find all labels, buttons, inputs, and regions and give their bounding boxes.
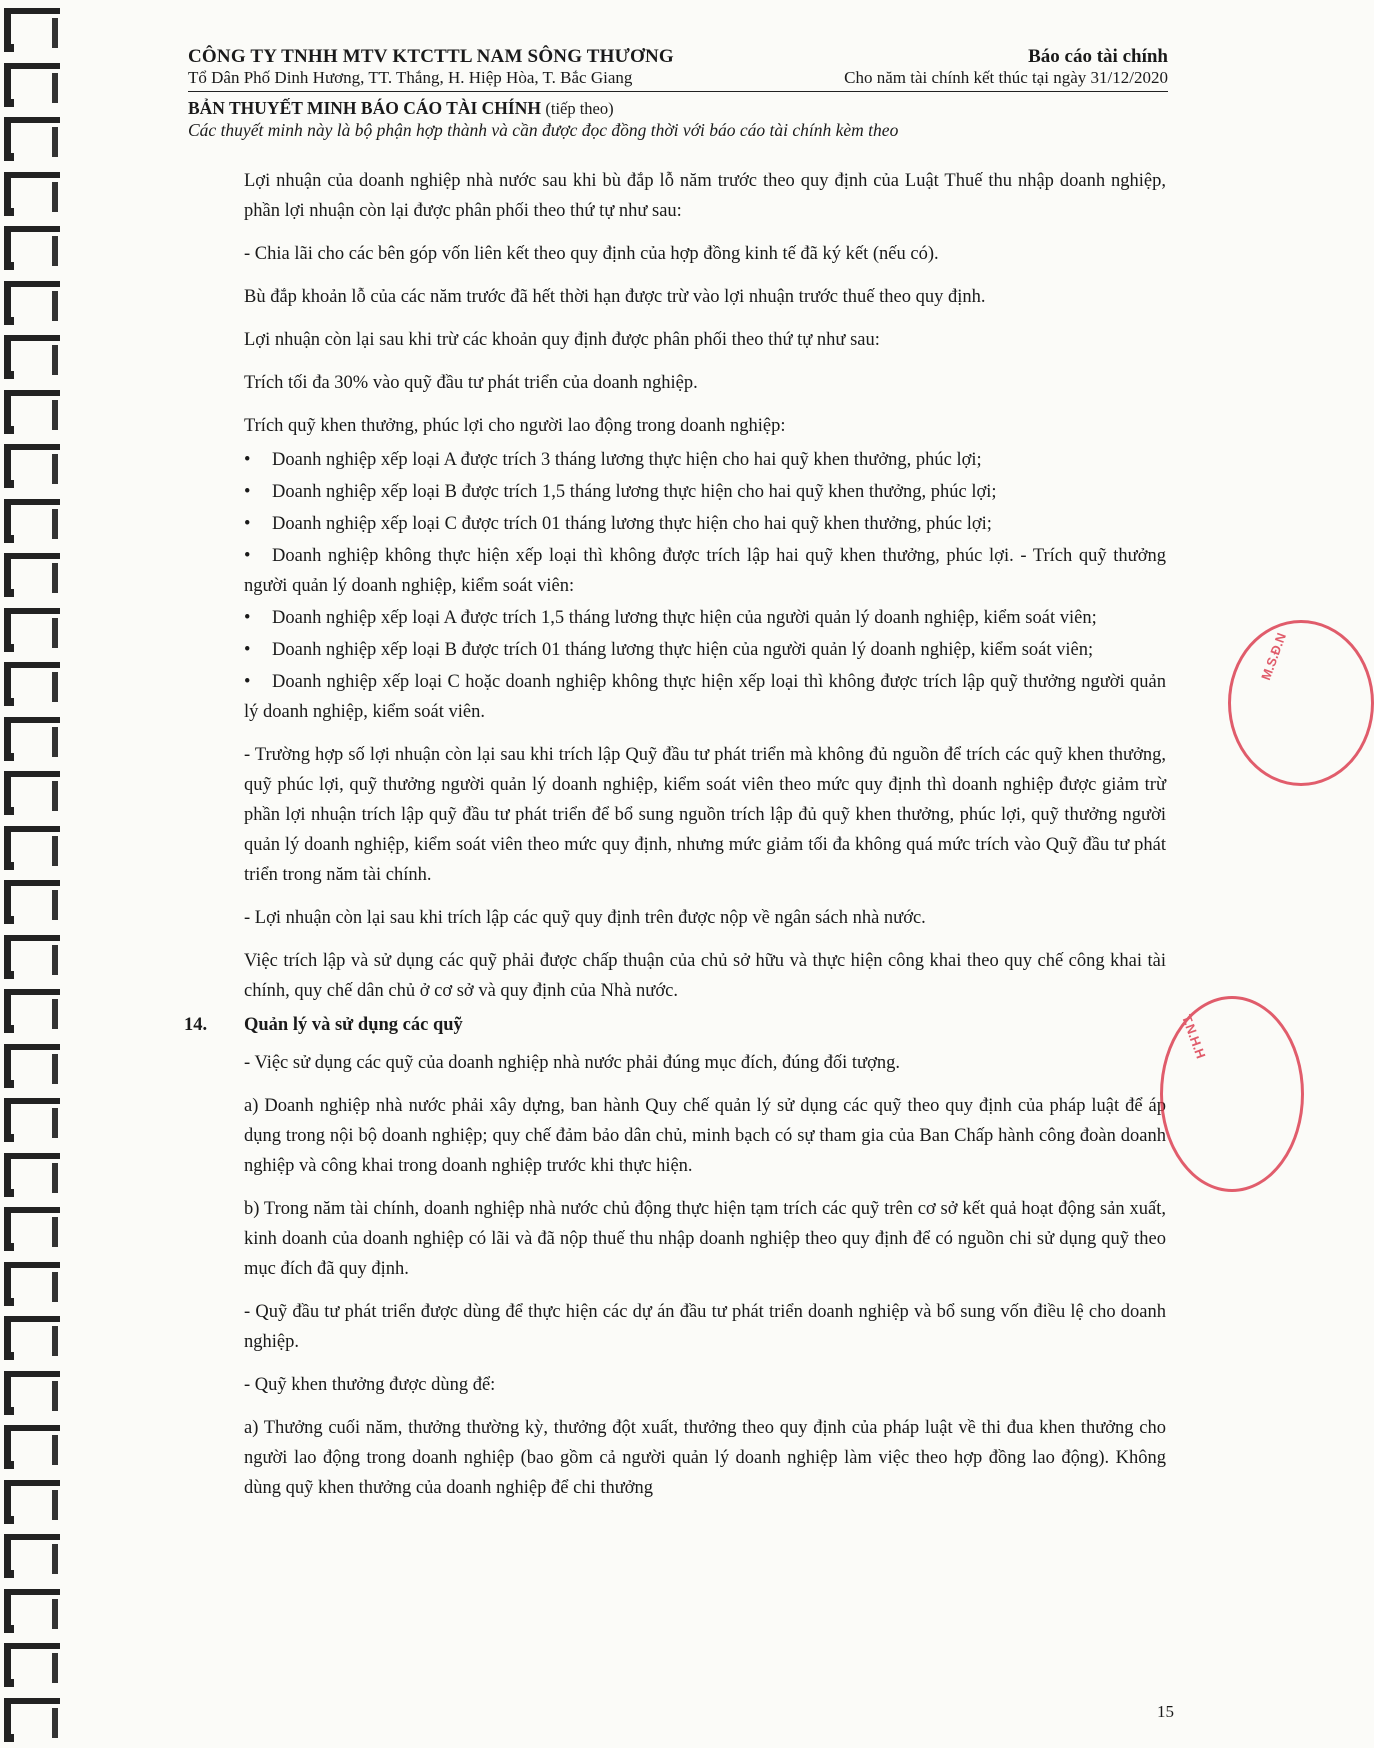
binding-ring [0, 8, 60, 54]
paragraph: - Lợi nhuận còn lại sau khi trích lập các quỹ quy định trên được nộp về ngân sách nhà nước. [244, 908, 926, 928]
paragraph: Việc trích lập và sử dụng các quỹ phải được chấp thuận của chủ sở hữu và thực hiện công khai theo quy chế công khai tài chính, quy chế dân chủ ở cơ sở và quy định của Nhà nước. [244, 951, 1166, 1001]
paragraph: - Việc sử dụng các quỹ của doanh nghiệp nhà nước phải đúng mục đích, đúng đối tượng. [244, 1053, 900, 1073]
binding-ring [0, 499, 60, 545]
paragraph: - Trường hợp số lợi nhuận còn lại sau khi trích lập Quỹ đầu tư phát triển mà không đủ nguồn để trích các quỹ khen thưởng, quỹ phúc lợi, quỹ thưởng người quản lý doanh nghiệp, kiểm soát viên theo mức quy định thì doanh nghiệp được giảm trừ phần lợi nhuận trích lập quỹ đầu tư phát triển để bổ sung nguồn trích lập đủ quỹ khen thưởng, phúc lợi, quỹ thưởng người quản lý doanh nghiệp, kiểm soát viên theo mức quy định, nhưng mức giảm tối đa không quá mức trích vào Quỹ đầu tư phát triển trong năm tài chính. [244, 745, 1166, 885]
paragraph: - Quỹ khen thưởng được dùng để: [244, 1375, 496, 1395]
company-seal [1228, 620, 1374, 786]
section-heading-text: Quản lý và sử dụng các quỹ [244, 1015, 463, 1035]
binding-ring [0, 226, 60, 272]
binding-ring [0, 63, 60, 109]
spiral-binding [0, 0, 62, 1748]
paragraph: Trích quỹ khen thưởng, phúc lợi cho người lao động trong doanh nghiệp: [244, 416, 786, 436]
binding-ring [0, 1316, 60, 1362]
list-item: • Doanh nghiệp không thực hiện xếp loại thì không được trích lập hai quỹ khen thưởng, phúc lợi. - Trích quỹ thưởng người quản lý doanh nghiệp, kiểm soát viên: [244, 541, 1166, 601]
binding-ring [0, 826, 60, 872]
seal-text: T.N.H.H [1178, 1012, 1209, 1061]
header-rule [188, 91, 1168, 92]
binding-ring [0, 717, 60, 763]
binding-ring [0, 390, 60, 436]
section-14-heading [184, 1010, 1166, 1040]
binding-ring [0, 1044, 60, 1090]
bullet-icon: • [244, 482, 251, 502]
list-item: • Doanh nghiệp xếp loại A được trích 3 tháng lương thực hiện cho hai quỹ khen thưởng, phúc lợi; [244, 445, 1166, 475]
paragraph: Lợi nhuận còn lại sau khi trừ các khoản quy định được phân phối theo thứ tự như sau: [244, 330, 880, 350]
binding-ring [0, 1425, 60, 1471]
paragraph: b) Trong năm tài chính, doanh nghiệp nhà nước chủ động thực hiện tạm trích các quỹ trên cơ sở kết quả hoạt động sản xuất, kinh doanh của doanh nghiệp có lãi và đã nộp thuế thu nhập doanh nghiệp theo quy định để có nguồn chi sử dụng quỹ theo mục đích đã quy định. [244, 1199, 1166, 1279]
binding-ring [0, 989, 60, 1035]
binding-ring [0, 117, 60, 163]
binding-ring [0, 880, 60, 926]
binding-ring [0, 1153, 60, 1199]
bullet-icon: • [244, 640, 251, 660]
binding-ring [0, 771, 60, 817]
binding-ring [0, 281, 60, 327]
company-address: Tổ Dân Phố Dinh Hương, TT. Thắng, H. Hiệp Hòa, T. Bắc Giang [188, 68, 633, 87]
section-title-suffix: (tiếp theo) [545, 99, 614, 118]
bullet-icon: • [244, 672, 251, 692]
document-header [188, 46, 1168, 142]
binding-ring [0, 335, 60, 381]
bullet-icon: • [244, 608, 251, 628]
list-item: • Doanh nghiệp xếp loại B được trích 01 tháng lương thực hiện của người quản lý doanh nghiệp, kiểm soát viên; [244, 635, 1166, 665]
binding-ring [0, 1207, 60, 1253]
section-title [188, 98, 1168, 119]
binding-ring [0, 1534, 60, 1580]
binding-ring [0, 444, 60, 490]
bullet-icon: • [244, 450, 251, 470]
paragraph: - Chia lãi cho các bên góp vốn liên kết theo quy định của hợp đồng kinh tế đã ký kết (nếu có). [244, 244, 939, 264]
section-title-main: BẢN THUYẾT MINH BÁO CÁO TÀI CHÍNH [188, 98, 541, 118]
list-item: • Doanh nghiệp xếp loại A được trích 1,5 tháng lương thực hiện của người quản lý doanh nghiệp, kiểm soát viên; [244, 603, 1166, 633]
section-number: 14. [184, 1015, 208, 1035]
paragraph: Trích tối đa 30% vào quỹ đầu tư phát triển của doanh nghiệp. [244, 373, 698, 393]
binding-ring [0, 1643, 60, 1689]
paragraph: Lợi nhuận của doanh nghiệp nhà nước sau khi bù đắp lỗ năm trước theo quy định của Luật Thuế thu nhập doanh nghiệp, phần lợi nhuận còn lại được phân phối theo thứ tự như sau: [244, 171, 1166, 221]
binding-ring [0, 1098, 60, 1144]
binding-ring [0, 608, 60, 654]
bullet-icon: • [244, 514, 251, 534]
binding-ring [0, 553, 60, 599]
report-type: Báo cáo tài chính [1028, 46, 1168, 67]
paragraph: a) Doanh nghiệp nhà nước phải xây dựng, ban hành Quy chế quản lý sử dụng các quỹ theo quy định của pháp luật để áp dụng trong nội bộ doanh nghiệp; quy chế đảm bảo dân chủ, minh bạch có sự tham gia của Ban Chấp hành công đoàn doanh nghiệp và công khai trong doanh nghiệp trước khi thực hiện. [244, 1096, 1166, 1176]
company-seal [1160, 996, 1304, 1192]
bullet-icon: • [244, 546, 251, 566]
list-item: • Doanh nghiệp xếp loại B được trích 1,5 tháng lương thực hiện cho hai quỹ khen thưởng, phúc lợi; [244, 477, 1166, 507]
binding-ring [0, 1371, 60, 1417]
binding-ring [0, 935, 60, 981]
list-item: • Doanh nghiệp xếp loại C được trích 01 tháng lương thực hiện cho hai quỹ khen thưởng, phúc lợi; [244, 509, 1166, 539]
paragraph: Bù đắp khoản lỗ của các năm trước đã hết thời hạn được trừ vào lợi nhuận trước thuế theo quy định. [244, 287, 986, 307]
paragraph: - Quỹ đầu tư phát triển được dùng để thực hiện các dự án đầu tư phát triển doanh nghiệp và bổ sung vốn điều lệ cho doanh nghiệp. [244, 1302, 1166, 1352]
binding-ring [0, 662, 60, 708]
binding-ring [0, 1589, 60, 1635]
section-note: Các thuyết minh này là bộ phận hợp thành và cần được đọc đồng thời với báo cáo tài chính kèm theo [188, 120, 899, 140]
page-number: 15 [1157, 1702, 1174, 1721]
binding-ring [0, 1698, 60, 1744]
document-body [184, 166, 1166, 1516]
binding-ring [0, 172, 60, 218]
binding-ring [0, 1262, 60, 1308]
company-name: CÔNG TY TNHH MTV KTCTTL NAM SÔNG THƯƠNG [188, 46, 674, 67]
binding-ring [0, 1480, 60, 1526]
report-period: Cho năm tài chính kết thúc tại ngày 31/12/2020 [844, 68, 1168, 87]
list-item: • Doanh nghiệp xếp loại C hoặc doanh nghiệp không thực hiện xếp loại thì không được trích lập quỹ thưởng người quản lý doanh nghiệp, kiểm soát viên. [244, 667, 1166, 727]
paragraph: a) Thưởng cuối năm, thưởng thường kỳ, thưởng đột xuất, thưởng theo quy định của pháp luật về thi đua khen thưởng cho người lao động trong doanh nghiệp (bao gồm cả người quản lý doanh nghiệp làm việc theo hợp đồng lao động). Không dùng quỹ khen thưởng của doanh nghiệp để chi thưởng [244, 1418, 1166, 1498]
seal-text: M.S.Đ.N [1258, 630, 1290, 683]
